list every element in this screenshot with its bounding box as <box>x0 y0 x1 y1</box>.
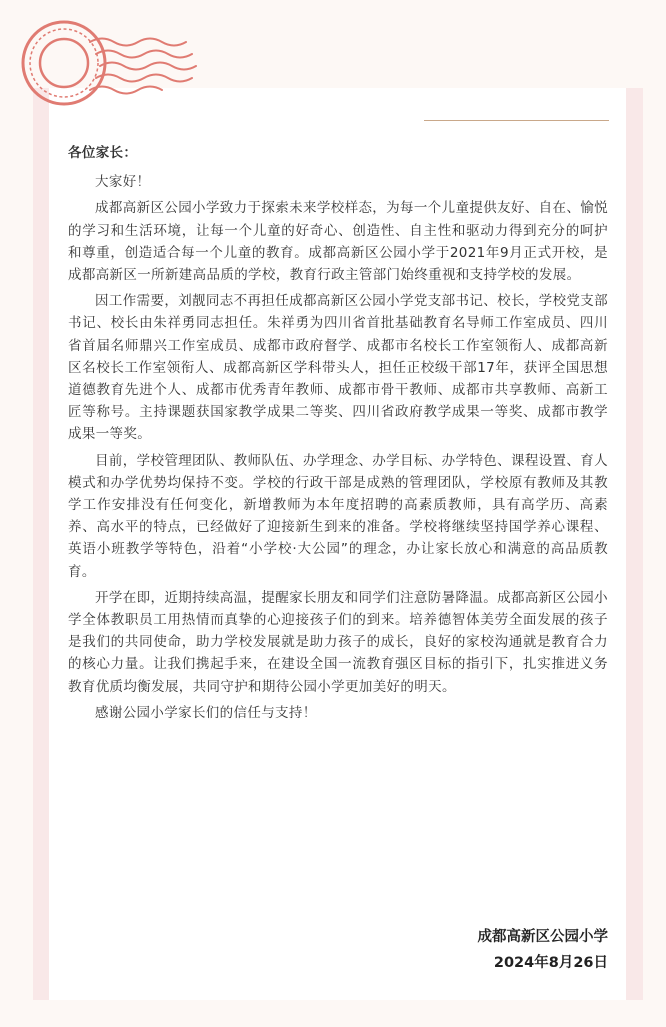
letter-paragraph: 因工作需要，刘靓同志不再担任成都高新区公园小学党支部书记、校长，学校党支部书记、校长由朱祥勇同志担任。朱祥勇为四川省首批基础教育名导师工作室成员、四川省首届名师鼎兴工作室成员、成都市政府督学、成都市名校长工作室领衔人、成都高新区名校长工作室领衔人、成都高新区学科带头人，担任正校级干部17年，获评全国思想道德教育先进个人、成都市优秀青年教师、成都市骨干教师、成都市共享教师、高新工匠等称号。主持课题获国家教学成果二等奖、四川省政府教学成果一等奖、成都市教学成果一等奖。 <box>68 293 608 443</box>
signature-date: 2024年8月26日 <box>493 955 608 971</box>
postmark-stamp-icon <box>18 14 198 124</box>
letter-signature <box>478 924 609 976</box>
letter-paragraph: 感谢公园小学家长们的信任与支持！ <box>95 704 317 721</box>
letter-paragraph: 开学在即，近期持续高温，提醒家长朋友和同学们注意防暑降温。成都高新区公园小学全体教职员工用热情而真挚的心迎接孩子们的到来。培养德智体美劳全面发展的孩子是我们的共同使命，助力学校发展就是助力孩子的成长，良好的家校沟通就是教育合力的核心力量。让我们携起手来，在建设全国一流教育强区目标的指引下，扎实推进义务教育优质均衡发展，共同守护和期待公园小学更加美好的明天。 <box>68 589 608 695</box>
letter-paragraph: 成都高新区公园小学致力于探索未来学校样态，为每一个儿童提供友好、自在、愉悦的学习和生活环境，让每一个儿童的好奇心、创造性、自主性和驱动力得到充分的呵护和尊重，创造适合每一个儿童的教育。成都高新区公园小学于2021年9月正式开校，是成都高新区一所新建高品质的学校，教育行政主管部门始终重视和支持学校的发展。 <box>68 200 608 284</box>
letter-body <box>68 142 608 728</box>
letter-greeting: 各位家长： <box>68 145 138 161</box>
letter-paragraph: 大家好！ <box>95 174 151 191</box>
header-rule <box>424 120 609 121</box>
letter-paragraph: 目前，学校管理团队、教师队伍、办学理念、办学目标、办学特色、课程设置、育人模式和办学优势均保持不变。学校的行政干部是成熟的管理团队，学校原有教师及其教学工作安排没有任何变化，新增教师为本年度招聘的高素质教师，具有高学历、高素养、高水平的特点，已经做好了迎接新生到来的准备。学校将继续坚持国学养心课程、英语小班教学等特色，沿着“小学校·大公园”的理念，办让家长放心和满意的高品质教育。 <box>68 452 608 580</box>
signature-school: 成都高新区公园小学 <box>477 929 608 945</box>
